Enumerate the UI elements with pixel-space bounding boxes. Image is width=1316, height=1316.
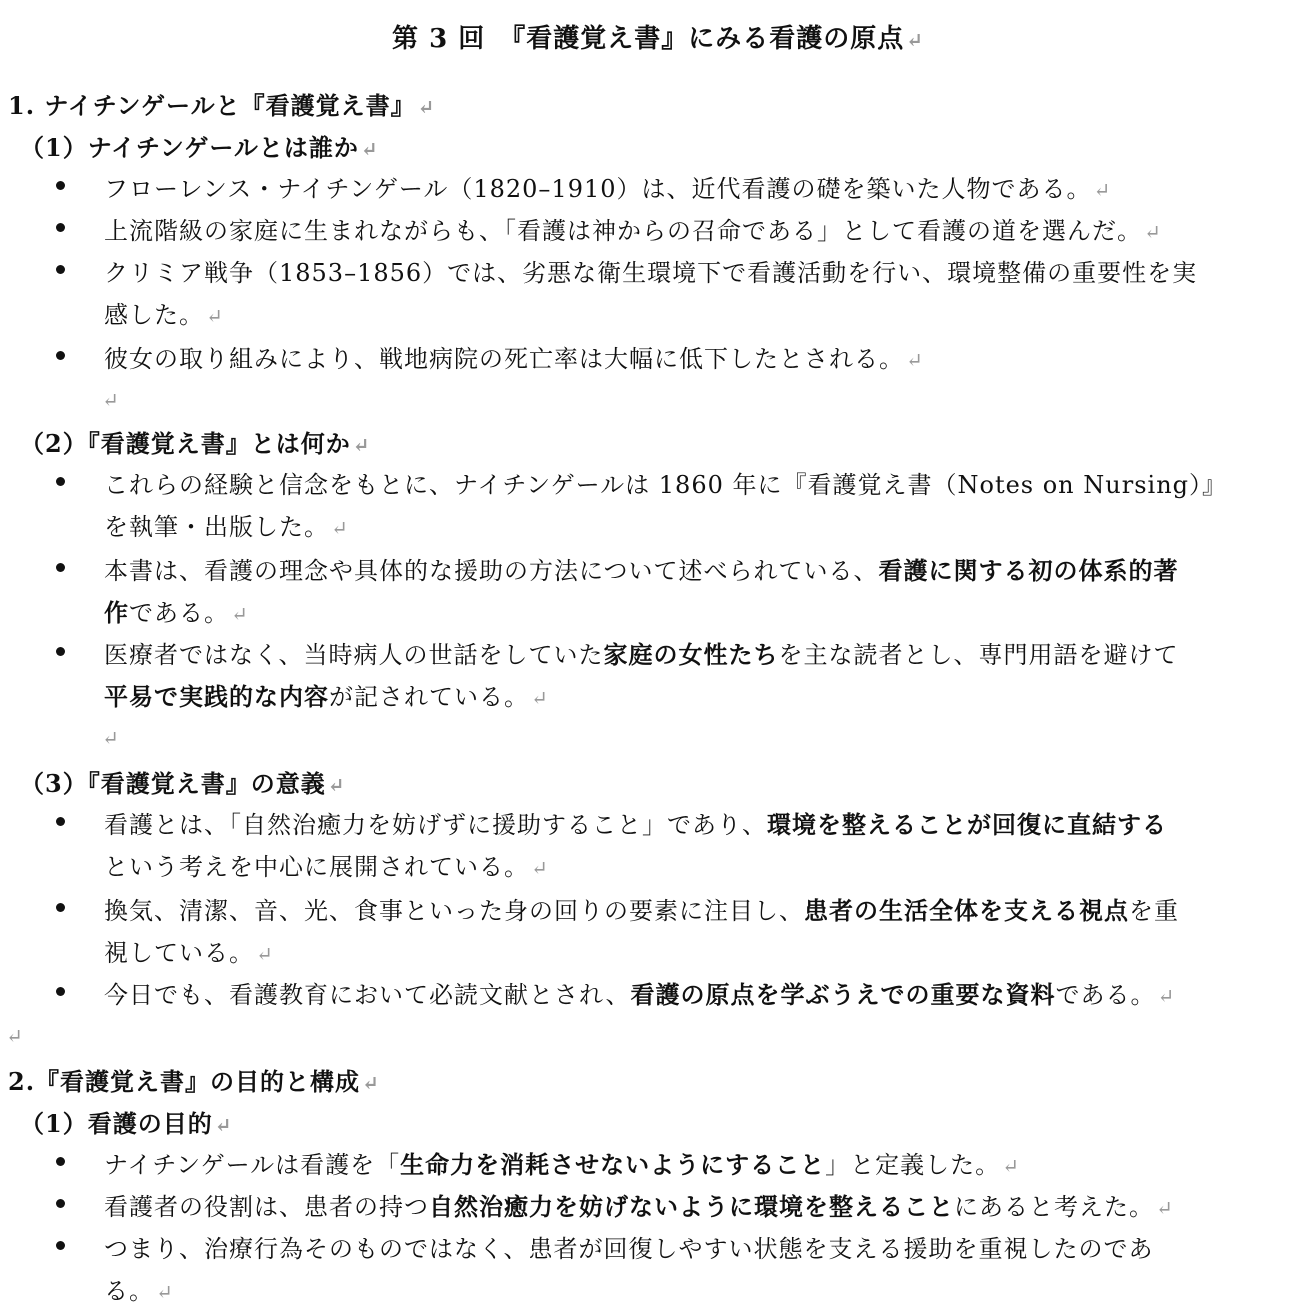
- list-item-text: 看護者の役割は、患者の持つ自然治癒力を妨げないように環境を整えることにあると考えた。 ↵: [104, 1192, 1174, 1221]
- title-text: 第 3 回 『看護覚え書』にみる看護の原点: [392, 24, 905, 54]
- bullet-icon: [56, 903, 65, 912]
- list-item-text: 上流階級の家庭に生まれながらも、「看護は神からの召命である」として看護の道を選んだ。 ↵: [104, 217, 1162, 245]
- bullet-icon: [56, 1199, 65, 1208]
- bullet-icon: [56, 647, 65, 656]
- bullet-icon: [56, 1157, 65, 1166]
- return-mark: ↵: [214, 1113, 233, 1137]
- list-item-text: これらの経験と信念をもとに、ナイチンゲールは 1860 年に『看護覚え書（Notes on Nursing）』 を執筆・出版した。 ↵: [104, 471, 1228, 541]
- bullet-icon: [56, 477, 65, 486]
- return-mark: ↵: [327, 773, 346, 797]
- bullet-icon: [56, 223, 65, 232]
- empty-paragraph-mark: ↵: [102, 726, 119, 750]
- section1-sub2-heading: （2）『看護覚え書』とは何か ↵: [20, 429, 371, 458]
- bullet-icon: [56, 351, 65, 360]
- bullet-icon: [56, 181, 65, 190]
- return-mark: ↵: [906, 28, 924, 52]
- bullet-icon: [56, 1241, 65, 1250]
- section1-heading: 1. ナイチンゲールと『看護覚え書』 ↵: [8, 91, 436, 120]
- bullet-icon: [56, 265, 65, 274]
- list-item-text: 今日でも、看護教育において必読文献とされ、看護の原点を学ぶうえでの重要な資料である。 ↵: [104, 980, 1176, 1009]
- return-mark: ↵: [352, 433, 371, 457]
- list-item-text: ナイチンゲールは看護を「生命力を消耗させないようにすること」と定義した。 ↵: [104, 1150, 1020, 1179]
- bullet-icon: [56, 987, 65, 996]
- bullet-icon: [56, 563, 65, 572]
- section2-sub1-heading: （1）看護の目的 ↵: [20, 1109, 233, 1138]
- list-item-text: フローレンス・ナイチンゲール（1820–1910）は、近代看護の礎を築いた人物である。 ↵: [104, 175, 1112, 203]
- bullet-icon: [56, 817, 65, 826]
- list-item-text: 彼女の取り組みにより、戦地病院の死亡率は大幅に低下したとされる。 ↵: [104, 345, 924, 373]
- list-item-text: 本書は、看護の理念や具体的な援助の方法について述べられている、看護に関する初の体系的著 作である。 ↵: [104, 556, 1179, 627]
- empty-paragraph-mark: ↵: [6, 1024, 23, 1048]
- list-item-text: クリミア戦争（1853–1856）では、劣悪な衛生環境下で看護活動を行い、環境整備の重要性を実 感した。 ↵: [104, 259, 1198, 329]
- return-mark: ↵: [360, 137, 379, 161]
- return-mark: ↵: [417, 95, 436, 119]
- list-item-text: つまり、治療行為そのものではなく、患者が回復しやすい状態を支える援助を重視したのであ る。 ↵: [104, 1235, 1154, 1305]
- return-mark: ↵: [362, 1071, 380, 1095]
- section1-sub1-heading: （1）ナイチンゲールとは誰か ↵: [20, 133, 379, 162]
- list-item-text: 医療者ではなく、当時病人の世話をしていた家庭の女性たちを主な読者とし、専門用語を避けて 平易で実践的な内容が記されている。 ↵: [104, 640, 1179, 711]
- section1-sub3-heading: （3）『看護覚え書』の意義 ↵: [20, 769, 346, 798]
- list-item-text: 看護とは、「自然治癒力を妨げずに援助すること」であり、環境を整えることが回復に直結する という考えを中心に展開されている。 ↵: [104, 810, 1167, 881]
- document-title: [0, 18, 1316, 55]
- empty-paragraph-mark: ↵: [102, 388, 119, 412]
- list-item-text: 換気、清潔、音、光、食事といった身の回りの要素に注目し、患者の生活全体を支える視点を重 視している。 ↵: [104, 896, 1179, 967]
- section2-heading: 2.『看護覚え書』の目的と構成 ↵: [8, 1067, 380, 1096]
